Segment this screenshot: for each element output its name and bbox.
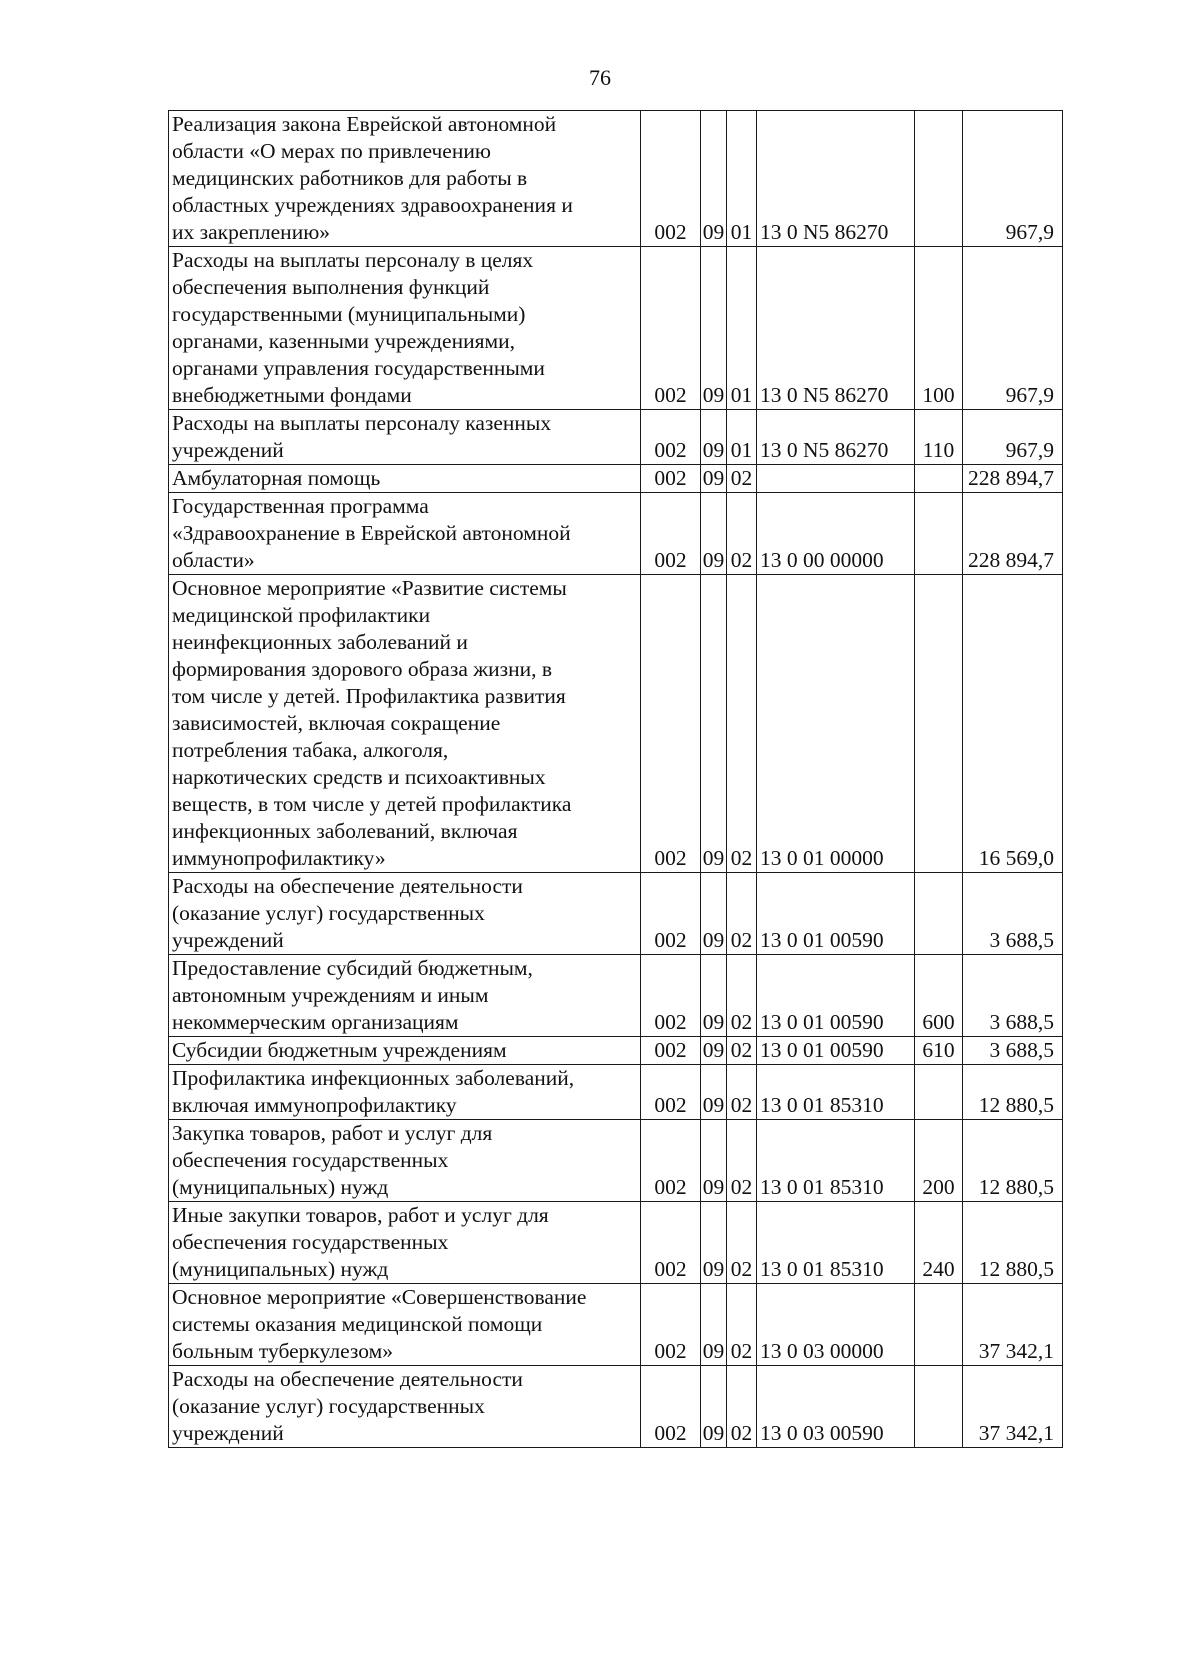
- amount-cell: 12 880,5: [963, 1065, 1063, 1120]
- table-row: [169, 465, 1063, 493]
- table-row: [169, 575, 1063, 873]
- section-code-cell: 09: [701, 1366, 727, 1448]
- section-code-cell: 09: [701, 465, 727, 493]
- budget-table: [168, 110, 1063, 1448]
- owner-code-cell: 002: [641, 111, 701, 247]
- table-row: [169, 873, 1063, 955]
- subsection-code-cell: 02: [727, 1366, 757, 1448]
- budget-table-body: [169, 111, 1063, 1448]
- expense-type-cell: [915, 111, 963, 247]
- expense-type-cell: 110: [915, 410, 963, 465]
- owner-code-cell: 002: [641, 1202, 701, 1284]
- target-article-cell: 13 0 03 00590: [757, 1366, 915, 1448]
- table-row: [169, 247, 1063, 410]
- target-article-cell: 13 0 01 00590: [757, 873, 915, 955]
- section-code-cell: 09: [701, 1037, 727, 1065]
- subsection-code-cell: 02: [727, 1284, 757, 1366]
- expense-type-cell: [915, 873, 963, 955]
- target-article-cell: 13 0 N5 86270: [757, 247, 915, 410]
- table-row: [169, 111, 1063, 247]
- table-row: [169, 1037, 1063, 1065]
- row-name-cell: Субсидии бюджетным учреждениям: [169, 1037, 641, 1065]
- expense-type-cell: 200: [915, 1120, 963, 1202]
- row-name-cell: Профилактика инфекционных заболеваний, включая иммунопрофилактику: [169, 1065, 641, 1120]
- target-article-cell: 13 0 01 00590: [757, 955, 915, 1037]
- expense-type-cell: [915, 1366, 963, 1448]
- row-name-cell: Расходы на обеспечение деятельности (оказание услуг) государственных учреждений: [169, 1366, 641, 1448]
- owner-code-cell: 002: [641, 1284, 701, 1366]
- expense-type-cell: 240: [915, 1202, 963, 1284]
- amount-cell: 16 569,0: [963, 575, 1063, 873]
- amount-cell: 37 342,1: [963, 1284, 1063, 1366]
- subsection-code-cell: 01: [727, 410, 757, 465]
- owner-code-cell: 002: [641, 410, 701, 465]
- table-row: [169, 955, 1063, 1037]
- row-name-cell: Государственная программа «Здравоохранение в Еврейской автономной области»: [169, 493, 641, 575]
- amount-cell: 3 688,5: [963, 1037, 1063, 1065]
- amount-cell: 37 342,1: [963, 1366, 1063, 1448]
- subsection-code-cell: 02: [727, 1120, 757, 1202]
- section-code-cell: 09: [701, 575, 727, 873]
- subsection-code-cell: 01: [727, 247, 757, 410]
- section-code-cell: 09: [701, 1284, 727, 1366]
- page-number: 76: [589, 65, 611, 90]
- target-article-cell: 13 0 00 00000: [757, 493, 915, 575]
- owner-code-cell: 002: [641, 465, 701, 493]
- table-row: [169, 1284, 1063, 1366]
- subsection-code-cell: 02: [727, 873, 757, 955]
- expense-type-cell: 100: [915, 247, 963, 410]
- subsection-code-cell: 02: [727, 493, 757, 575]
- owner-code-cell: 002: [641, 247, 701, 410]
- target-article-cell: 13 0 N5 86270: [757, 111, 915, 247]
- amount-cell: 967,9: [963, 410, 1063, 465]
- table-row: [169, 493, 1063, 575]
- target-article-cell: 13 0 03 00000: [757, 1284, 915, 1366]
- amount-cell: 228 894,7: [963, 493, 1063, 575]
- amount-cell: 967,9: [963, 111, 1063, 247]
- subsection-code-cell: 02: [727, 465, 757, 493]
- owner-code-cell: 002: [641, 1120, 701, 1202]
- section-code-cell: 09: [701, 873, 727, 955]
- section-code-cell: 09: [701, 410, 727, 465]
- section-code-cell: 09: [701, 1202, 727, 1284]
- target-article-cell: 13 0 01 85310: [757, 1065, 915, 1120]
- row-name-cell: Расходы на выплаты персоналу казенных учреждений: [169, 410, 641, 465]
- owner-code-cell: 002: [641, 1037, 701, 1065]
- subsection-code-cell: 02: [727, 1065, 757, 1120]
- subsection-code-cell: 02: [727, 955, 757, 1037]
- owner-code-cell: 002: [641, 873, 701, 955]
- table-row: [169, 410, 1063, 465]
- target-article-cell: [757, 465, 915, 493]
- table-row: [169, 1120, 1063, 1202]
- expense-type-cell: [915, 575, 963, 873]
- owner-code-cell: 002: [641, 575, 701, 873]
- section-code-cell: 09: [701, 1120, 727, 1202]
- row-name-cell: Основное мероприятие «Совершенствование системы оказания медицинской помощи больным туберкулезом»: [169, 1284, 641, 1366]
- row-name-cell: Иные закупки товаров, работ и услуг для обеспечения государственных (муниципальных) нужд: [169, 1202, 641, 1284]
- amount-cell: 12 880,5: [963, 1202, 1063, 1284]
- section-code-cell: 09: [701, 247, 727, 410]
- expense-type-cell: [915, 465, 963, 493]
- owner-code-cell: 002: [641, 493, 701, 575]
- owner-code-cell: 002: [641, 1065, 701, 1120]
- owner-code-cell: 002: [641, 1366, 701, 1448]
- target-article-cell: 13 0 01 85310: [757, 1120, 915, 1202]
- subsection-code-cell: 02: [727, 1037, 757, 1065]
- target-article-cell: 13 0 01 00000: [757, 575, 915, 873]
- section-code-cell: 09: [701, 955, 727, 1037]
- expense-type-cell: [915, 493, 963, 575]
- target-article-cell: 13 0 01 00590: [757, 1037, 915, 1065]
- row-name-cell: Реализация закона Еврейской автономной области «О мерах по привлечению медицинских работников для работы в областных учреждениях здравоохранения и их закреплению»: [169, 111, 641, 247]
- table-row: [169, 1065, 1063, 1120]
- target-article-cell: 13 0 N5 86270: [757, 410, 915, 465]
- subsection-code-cell: 01: [727, 111, 757, 247]
- expense-type-cell: 610: [915, 1037, 963, 1065]
- table-row: [169, 1202, 1063, 1284]
- row-name-cell: Расходы на обеспечение деятельности (оказание услуг) государственных учреждений: [169, 873, 641, 955]
- table-row: [169, 1366, 1063, 1448]
- amount-cell: 967,9: [963, 247, 1063, 410]
- row-name-cell: Предоставление субсидий бюджетным, автономным учреждениям и иным некоммерческим организациям: [169, 955, 641, 1037]
- subsection-code-cell: 02: [727, 575, 757, 873]
- row-name-cell: Основное мероприятие «Развитие системы медицинской профилактики неинфекционных заболеваний и формирования здорового образа жизни, в том числе у детей. Профилактика развития зависимостей, включая сокращение потребления табака, алкоголя, наркотических средств и психоактивных веществ, в том числе у детей профилактика инфекционных заболеваний, включая иммунопрофилактику»: [169, 575, 641, 873]
- amount-cell: 228 894,7: [963, 465, 1063, 493]
- subsection-code-cell: 02: [727, 1202, 757, 1284]
- amount-cell: 3 688,5: [963, 873, 1063, 955]
- section-code-cell: 09: [701, 493, 727, 575]
- expense-type-cell: [915, 1284, 963, 1366]
- section-code-cell: 09: [701, 1065, 727, 1120]
- amount-cell: 3 688,5: [963, 955, 1063, 1037]
- amount-cell: 12 880,5: [963, 1120, 1063, 1202]
- owner-code-cell: 002: [641, 955, 701, 1037]
- expense-type-cell: [915, 1065, 963, 1120]
- target-article-cell: 13 0 01 85310: [757, 1202, 915, 1284]
- row-name-cell: Амбулаторная помощь: [169, 465, 641, 493]
- row-name-cell: Закупка товаров, работ и услуг для обеспечения государственных (муниципальных) нужд: [169, 1120, 641, 1202]
- expense-type-cell: 600: [915, 955, 963, 1037]
- row-name-cell: Расходы на выплаты персоналу в целях обеспечения выполнения функций государственными (муниципальными) органами, казенными учреждениями, органами управления государственными внебюджетными фондами: [169, 247, 641, 410]
- section-code-cell: 09: [701, 111, 727, 247]
